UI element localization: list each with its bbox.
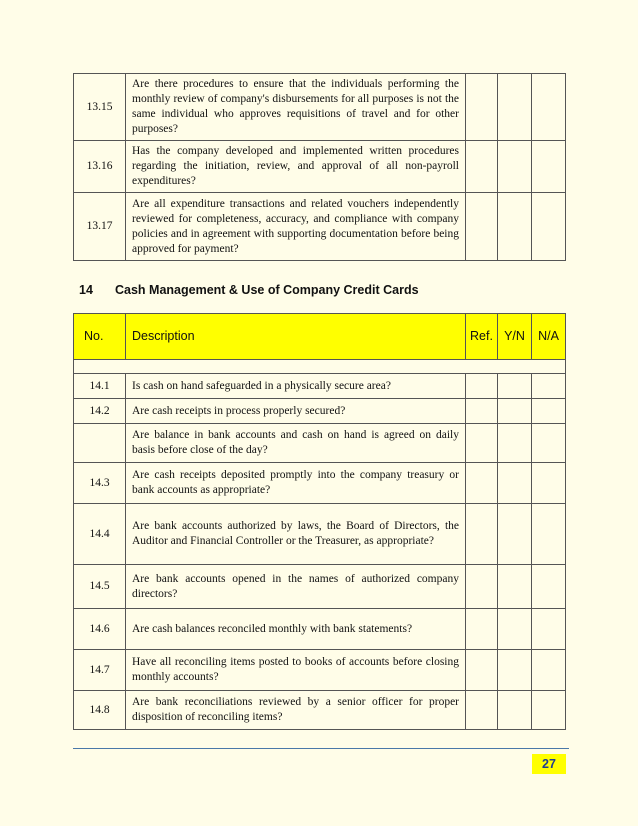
row-description: Are cash receipts in process properly secured?: [126, 399, 466, 424]
yn-cell[interactable]: [498, 691, 532, 730]
table-row: [74, 463, 566, 504]
na-cell[interactable]: [532, 650, 566, 691]
table-header-row: [74, 314, 566, 360]
row-number: 13.17: [74, 193, 126, 261]
footer-divider: [73, 748, 569, 749]
yn-cell[interactable]: [498, 565, 532, 609]
na-cell[interactable]: [532, 374, 566, 399]
section-number: 14: [79, 283, 93, 297]
column-header-description: Description: [126, 314, 466, 360]
row-number: 13.16: [74, 141, 126, 193]
row-number: [74, 424, 126, 463]
table-row: [74, 74, 566, 141]
table-row: [74, 504, 566, 565]
row-number: 14.6: [74, 609, 126, 650]
column-header-na: N/A: [532, 314, 566, 360]
na-cell[interactable]: [532, 424, 566, 463]
yn-cell[interactable]: [498, 504, 532, 565]
na-cell[interactable]: [532, 141, 566, 193]
row-description: Is cash on hand safeguarded in a physically secure area?: [126, 374, 466, 399]
section-heading: [79, 283, 419, 297]
column-header-yn: Y/N: [498, 314, 532, 360]
na-cell[interactable]: [532, 399, 566, 424]
ref-cell[interactable]: [466, 141, 498, 193]
yn-cell[interactable]: [498, 463, 532, 504]
yn-cell[interactable]: [498, 609, 532, 650]
row-description: Are cash receipts deposited promptly into the company treasury or bank accounts as appropriate?: [126, 463, 466, 504]
table-row: [74, 565, 566, 609]
na-cell[interactable]: [532, 193, 566, 261]
na-cell[interactable]: [532, 565, 566, 609]
row-description: Are cash balances reconciled monthly with bank statements?: [126, 609, 466, 650]
ref-cell[interactable]: [466, 565, 498, 609]
table-row: [74, 650, 566, 691]
ref-cell[interactable]: [466, 374, 498, 399]
ref-cell[interactable]: [466, 399, 498, 424]
row-number: 14.3: [74, 463, 126, 504]
row-number: 14.4: [74, 504, 126, 565]
yn-cell[interactable]: [498, 74, 532, 141]
na-cell[interactable]: [532, 609, 566, 650]
ref-cell[interactable]: [466, 650, 498, 691]
ref-cell[interactable]: [466, 74, 498, 141]
row-description: Are bank accounts opened in the names of authorized company directors?: [126, 565, 466, 609]
yn-cell[interactable]: [498, 193, 532, 261]
row-description: Are all expenditure transactions and related vouchers independently reviewed for completeness, accuracy, and compliance with company policies and in agreement with supporting documentation before being approved for payment?: [126, 193, 466, 261]
row-description: Are bank accounts authorized by laws, the Board of Directors, the Auditor and Financial Controller or the Treasurer, as appropriate?: [126, 504, 466, 565]
page-number: 27: [532, 754, 566, 774]
row-number: 14.8: [74, 691, 126, 730]
na-cell[interactable]: [532, 504, 566, 565]
table-row: [74, 374, 566, 399]
checklist-table-section-14: [73, 313, 566, 730]
na-cell[interactable]: [532, 463, 566, 504]
row-number: 14.5: [74, 565, 126, 609]
yn-cell[interactable]: [498, 650, 532, 691]
table-row: [74, 141, 566, 193]
na-cell[interactable]: [532, 691, 566, 730]
table-row: [74, 399, 566, 424]
row-description: Are bank reconciliations reviewed by a senior officer for proper disposition of reconciling items?: [126, 691, 466, 730]
row-number: 13.15: [74, 74, 126, 141]
yn-cell[interactable]: [498, 374, 532, 399]
ref-cell[interactable]: [466, 424, 498, 463]
ref-cell[interactable]: [466, 609, 498, 650]
ref-cell[interactable]: [466, 504, 498, 565]
row-number: 14.1: [74, 374, 126, 399]
section-title: Cash Management & Use of Company Credit Cards: [115, 283, 419, 297]
row-description: Has the company developed and implemented written procedures regarding the initiation, review, and approval of all non-payroll expenditures?: [126, 141, 466, 193]
row-description: Have all reconciling items posted to books of accounts before closing monthly accounts?: [126, 650, 466, 691]
row-number: 14.2: [74, 399, 126, 424]
yn-cell[interactable]: [498, 424, 532, 463]
ref-cell[interactable]: [466, 463, 498, 504]
yn-cell[interactable]: [498, 399, 532, 424]
ref-cell[interactable]: [466, 193, 498, 261]
row-number: 14.7: [74, 650, 126, 691]
table-row: [74, 691, 566, 730]
na-cell[interactable]: [532, 74, 566, 141]
spacer-row: [74, 360, 566, 374]
yn-cell[interactable]: [498, 141, 532, 193]
row-description: Are there procedures to ensure that the individuals performing the monthly review of company's disbursements for all purposes is not the same individual who approves requisitions of travel and for other purposes?: [126, 74, 466, 141]
checklist-table-section-13: [73, 73, 566, 261]
table-row: [74, 424, 566, 463]
column-header-no: No.: [74, 314, 126, 360]
table-row: [74, 609, 566, 650]
ref-cell[interactable]: [466, 691, 498, 730]
row-description: Are balance in bank accounts and cash on hand is agreed on daily basis before close of the day?: [126, 424, 466, 463]
table-row: [74, 193, 566, 261]
column-header-ref: Ref.: [466, 314, 498, 360]
